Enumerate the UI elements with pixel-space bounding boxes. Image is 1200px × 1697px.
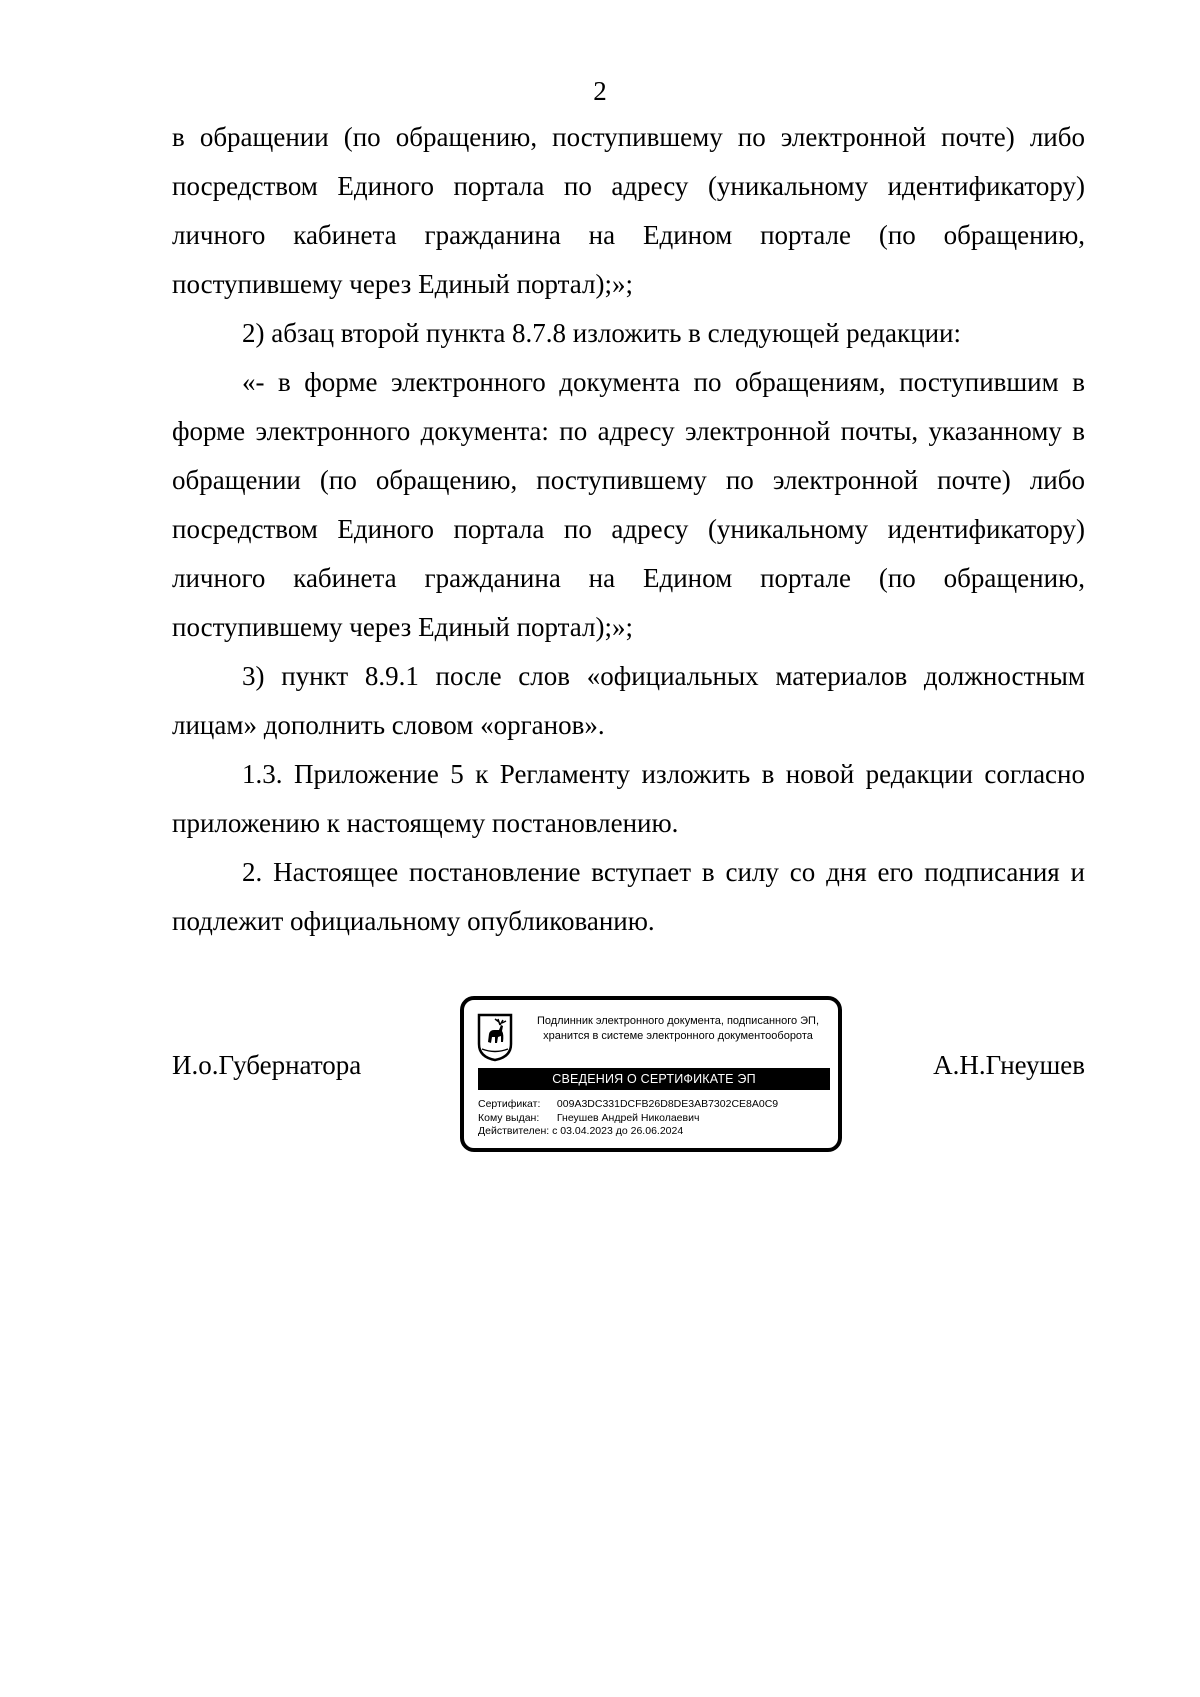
electronic-signature-stamp — [460, 996, 842, 1152]
paragraph-continuation: в обращении (по обращению, поступившему по электронной почте) либо посредством Единого портала по адресу (уникальному идентификатору) личного кабинета гражданина на Едином портале (по обращению, поступившему через Единый портал);»; — [172, 122, 1085, 299]
certificate-label: Сертификат: — [478, 1098, 541, 1110]
paragraph-2: 2. Настоящее постановление вступает в силу со дня его подписания и подлежит официальному опубликованию. — [172, 857, 1085, 936]
certificate-info-title: СВЕДЕНИЯ О СЕРТИФИКАТЕ ЭП — [478, 1068, 830, 1090]
paragraph-item-2: 2) абзац второй пункта 8.7.8 изложить в следующей редакции: — [242, 318, 961, 348]
signature-block — [172, 996, 1085, 1156]
valid-label: Действителен: — [478, 1125, 550, 1137]
issued-to-value: Гнеушев Андрей Николаевич — [556, 1111, 700, 1124]
deer-coat-of-arms-icon — [476, 1012, 514, 1062]
certificate-value: 009A3DC331DCFB26D8DE3AB7302CE8A0C9 — [556, 1098, 779, 1110]
valid-value: с 03.04.2023 до 26.06.2024 — [552, 1125, 684, 1137]
certificate-details — [478, 1098, 834, 1139]
document-body — [172, 113, 1085, 946]
certificate-row — [478, 1098, 834, 1112]
signer-position: И.о.Губернатора — [172, 1050, 362, 1080]
paragraph-1-3: 1.3. Приложение 5 к Регламенту изложить в новой редакции согласно приложению к настоящему постановлению. — [172, 759, 1085, 838]
stamp-header-text: Подлинник электронного документа, подписанного ЭП, хранится в системе электронного документооборота — [536, 1015, 820, 1042]
paragraph-item-3: 3) пункт 8.9.1 после слов «официальных материалов должностным лицам» дополнить словом «органов». — [172, 661, 1085, 740]
signer-name: А.Н.Гнеушев — [933, 1050, 1085, 1080]
validity-row — [478, 1125, 834, 1139]
paragraph-quoted-text: «- в форме электронного документа по обращениям, поступившим в форме электронного документа: по адресу электронной почты, указанному в обращении (по обращению, поступившему по электронной почте) либо посредством Единого портала по адресу (уникальному идентификатору) личного кабинета гражданина на Едином портале (по обращению, поступившему через Единый портал);»; — [172, 367, 1085, 642]
page-number: 2 — [593, 76, 607, 106]
issued-to-label: Кому выдан: — [478, 1111, 540, 1124]
issued-to-row — [478, 1112, 834, 1126]
